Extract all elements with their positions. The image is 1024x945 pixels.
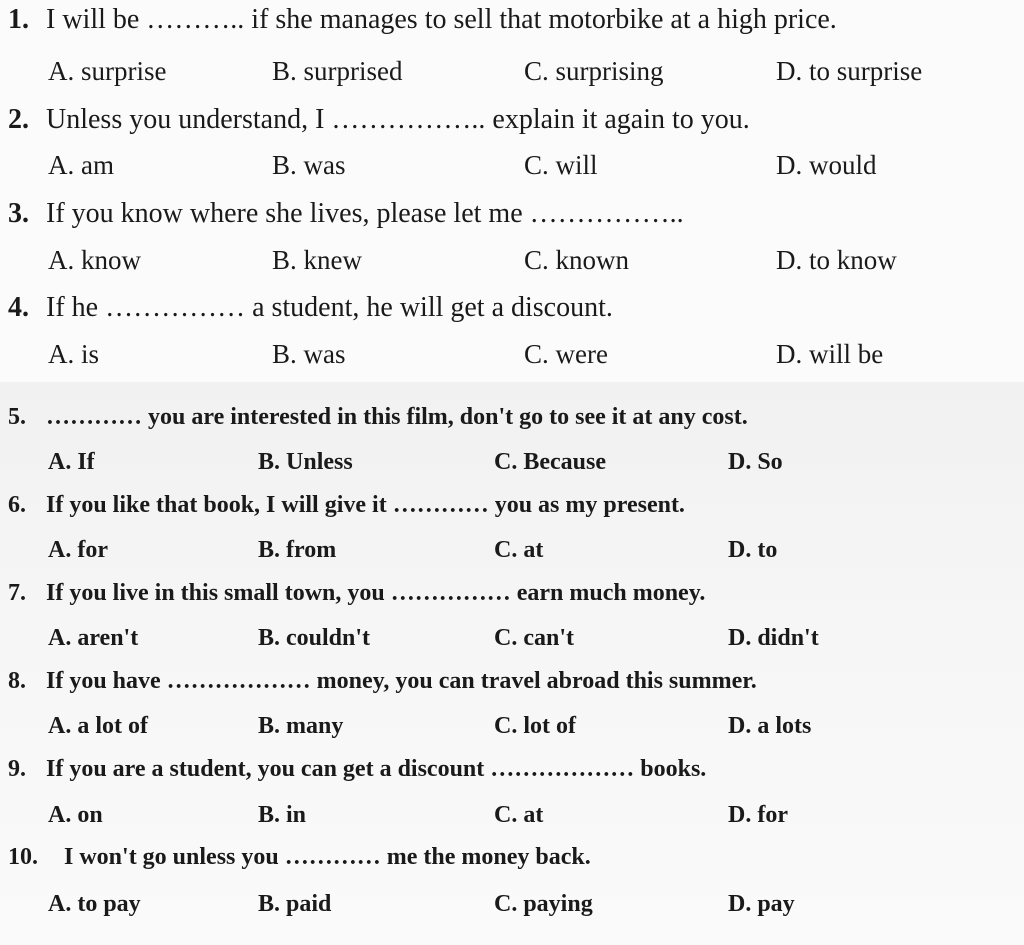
question-number: 5. (8, 404, 26, 430)
option-b: B. many (258, 713, 344, 739)
question-number: 8. (8, 668, 26, 694)
option-b: B. was (272, 150, 346, 180)
question-number: 7. (8, 580, 26, 606)
option-c: C. surprising (524, 56, 664, 86)
option-b: B. surprised (272, 56, 403, 86)
option-a: A. am (48, 150, 114, 180)
option-d: D. a lots (728, 713, 812, 739)
option-b: B. was (272, 339, 346, 369)
option-d: D. to know (776, 245, 897, 275)
question-text: Unless you understand, I …………….. explain it again to you. (46, 104, 750, 135)
question-number: 1. (8, 4, 29, 35)
option-d: D. to surprise (776, 56, 923, 86)
option-c: C. paying (494, 891, 593, 917)
option-a: A. for (48, 537, 108, 563)
option-b: B. knew (272, 245, 362, 275)
option-a: A. aren't (48, 625, 139, 651)
question-number: 9. (8, 756, 26, 782)
question-text: I will be ……….. if she manages to sell that motorbike at a high price. (46, 4, 837, 35)
option-c: C. at (494, 537, 544, 563)
exercise-part-1 (0, 0, 1024, 382)
option-a: A. on (48, 802, 103, 828)
question-text: If you have ……………… money, you can travel abroad this summer. (46, 668, 757, 694)
option-c: C. will (524, 150, 598, 180)
option-c: C. can't (494, 625, 574, 651)
option-b: B. couldn't (258, 625, 371, 651)
option-b: B. Unless (258, 449, 353, 475)
option-b: B. in (258, 802, 307, 828)
question-text: If you live in this small town, you …………… earn much money. (46, 580, 706, 606)
question-text: If you like that book, I will give it ………… you as my present. (46, 492, 685, 518)
option-c: C. Because (494, 449, 606, 475)
question-number: 6. (8, 492, 26, 518)
question-number: 2. (8, 104, 29, 135)
option-d: D. will be (776, 339, 884, 369)
option-a: A. surprise (48, 56, 167, 86)
option-a: A. If (48, 449, 95, 475)
option-d: D. to (728, 537, 778, 563)
question-number: 4. (8, 292, 29, 323)
option-c: C. at (494, 802, 544, 828)
question-number: 3. (8, 198, 29, 229)
option-a: A. know (48, 245, 141, 275)
option-c: C. lot of (494, 713, 576, 739)
exercise-part-2 (0, 382, 1024, 945)
question-text: If you are a student, you can get a discount ……………… books. (46, 756, 707, 782)
option-a: A. a lot of (48, 713, 148, 739)
question-text: ………… you are interested in this film, don't go to see it at any cost. (46, 404, 748, 430)
question-text: If you know where she lives, please let me …………….. (46, 198, 684, 229)
option-c: C. known (524, 245, 630, 275)
option-c: C. were (524, 339, 608, 369)
option-a: A. is (48, 339, 100, 369)
question-number: 10. (8, 844, 38, 870)
option-a: A. to pay (48, 891, 141, 917)
option-d: D. So (728, 449, 783, 475)
option-d: D. pay (728, 891, 795, 917)
question-text: I won't go unless you ………… me the money back. (64, 844, 591, 870)
option-b: B. paid (258, 891, 332, 917)
option-d: D. didn't (728, 625, 819, 651)
option-b: B. from (258, 537, 337, 563)
option-d: D. for (728, 802, 788, 828)
question-text: If he …………… a student, he will get a discount. (46, 292, 613, 323)
option-d: D. would (776, 150, 877, 180)
